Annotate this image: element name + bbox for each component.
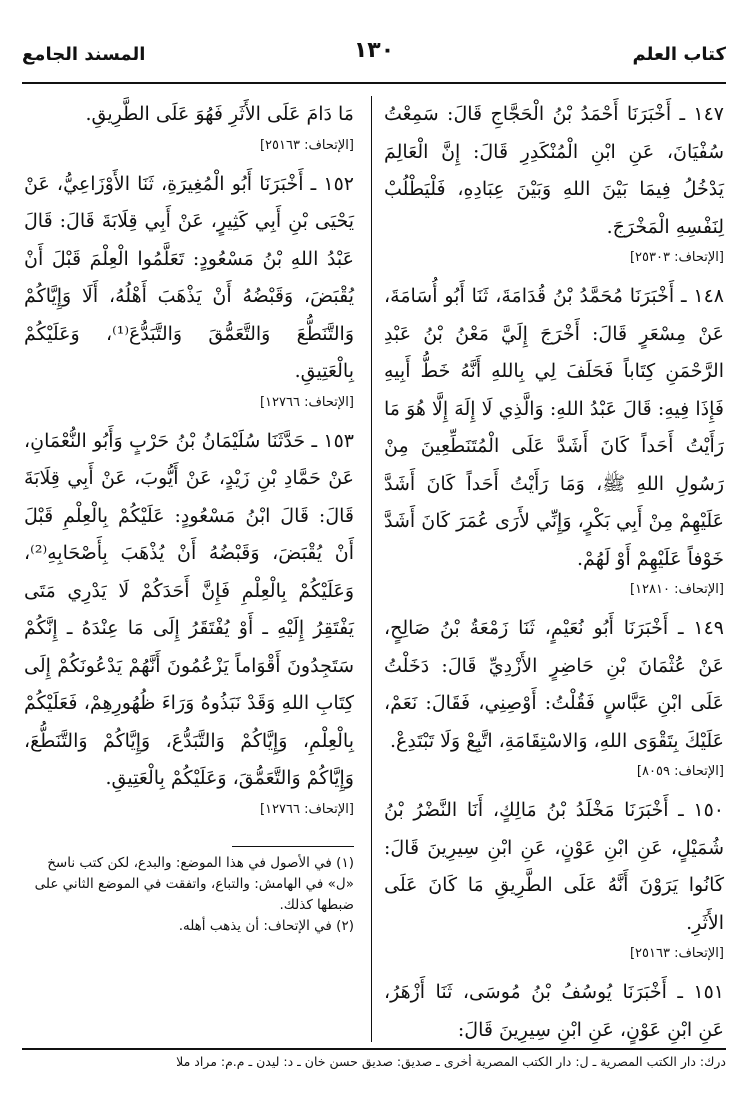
book-title: المسند الجامع [22,44,146,65]
manuscript-key: درك: دار الكتب المصرية ـ ل: دار الكتب المصرية أخرى ـ صديق: صديق حسن خان ـ د: ليدن ـ م.م: مراد ملا [176,1054,726,1069]
hadith-151-continued: مَا دَامَ عَلَى الأَثَرِ فَهُوَ عَلَى الطَّرِيقِ. [85,103,354,125]
footnote-rule [232,846,354,847]
hadith-148: ١٤٨ ـ أَخْبَرَنَا مُحَمَّدُ بْنُ قُدَامَةَ، ثَنَا أَبُو أُسَامَةَ، عَنْ مِسْعَرٍ قَالَ: أَخْرَجَ إِلَيَّ مَعْنُ بْنُ عَبْدِ الرَّحْمَنِ كِتَاباً فَحَلَفَ لِي بِاللهِ أَنَّهُ خَطُّ أَبِيهِ فَإِذَا فِيهِ: قَالَ عَبْدُ اللهِ: وَالَّذِي لَا إِلَهَ إِلَّا هُوَ مَا رَأَيْتُ أَحَداً كَانَ أَشَدَّ عَلَى الْمُتَنَطِّعِينَ مِنْ رَسُولِ اللهِ ﷺ، وَمَا رَأَيْتُ أَحَداً كَانَ أَشَدَّ عَلَيْهِمْ مِنْ أَبِي بَكْرٍ، وَإِنِّي لأَرَى عُمَرَ كَانَ أَشَدَّ خَوْفاً عَلَيْهِمْ أَوْ لَهُمْ. [384,285,724,570]
footer-rule [22,1048,726,1050]
page-header [22,38,726,72]
source-ref: [الإتحاف: ٢٥١٦٣] [259,137,354,153]
source-ref: [الإتحاف: ١٢٧٦٦] [259,801,354,817]
left-column [24,96,354,937]
hadith-150: ١٥٠ ـ أَخْبَرَنَا مَخْلَدُ بْنُ مَالِكٍ، أَنَا النَّضْرُ بْنُ شُمَيْلٍ، عَنِ ابْنِ عَوْنٍ، عَنِ ابْنِ سِيرِينَ قَالَ: كَانُوا يَرَوْنَ أَنَّهُ عَلَى الطَّرِيقِ مَا كَانَ عَلَى الأَثَرِ. [384,799,724,934]
source-ref: [الإتحاف: ١٢٧٦٦] [259,394,354,410]
column-divider [371,96,372,1042]
right-column [384,96,724,1049]
header-rule [22,82,726,84]
page-number: ١٣٠ [353,38,395,63]
source-ref: [الإتحاف: ٢٥١٦٣] [629,946,724,961]
footnote-1: (١) في الأصول في هذا الموضع: والبدع، لكن كتب ناسخ «ل» في الهامش: والتباع، واتفقت في الموضع الثاني على ضبطها كذلك. [34,854,354,913]
hadith-152: ١٥٢ ـ أَخْبَرَنَا أَبُو الْمُغِيرَةِ، ثَنَا الأَوْزَاعِيُّ، عَنْ يَحْيَى بْنِ أَبِي كَثِيرٍ، عَنْ أَبِي قِلَابَةَ قَالَ: قَالَ عَبْدُ اللهِ بْنُ مَسْعُودٍ: تَعَلَّمُوا الْعِلْمَ قَبْلَ أَنْ يُقْبَضَ، وَقَبْضُهُ أَنْ يَذْهَبَ أَهْلُهُ، أَلَا وَإِيَّاكُمْ وَالتَّنَطُّعَ وَالتَّعَمُّقَ وَالتَّبَدُّعَ⁽¹⁾، وَعَلَيْكُمْ بِالْعَتِيقِ. [24,172,354,382]
source-ref: [الإتحاف: ٨٠٥٩] [636,764,724,779]
hadith-151: ١٥١ ـ أَخْبَرَنَا يُوسُفُ بْنُ مُوسَى، ثَنَا أَزْهَرُ، عَنِ ابْنِ عَوْنٍ، عَنِ ابْنِ سِيرِينَ قَالَ: [384,981,724,1041]
source-ref: [الإتحاف: ٢٥٣٠٣] [629,250,724,265]
section-title: كتاب العلم [632,44,726,65]
footnote-2: (٢) في الإتحاف: أن يذهب أهله. [178,917,354,934]
source-ref: [الإتحاف: ١٢٨١٠] [629,582,724,597]
hadith-149: ١٤٩ ـ أَخْبَرَنَا أَبُو نُعَيْمٍ، ثَنَا زَمْعَةُ بْنُ صَالِحٍ، عَنْ عُثْمَانَ بْنِ حَاضِرٍ الأَزْدِيِّ قَالَ: دَخَلْتُ عَلَى ابْنِ عَبَّاسٍ فَقُلْتُ: أَوْصِنِي، فَقَالَ: نَعَمْ، عَلَيْكَ بِتَقْوَى اللهِ، وَالاسْتِقَامَةِ، اتَّبِعْ وَلَا تَبْتَدِعْ. [384,617,724,752]
hadith-153: ١٥٣ ـ حَدَّثَنَا سُلَيْمَانُ بْنُ حَرْبٍ وَأَبُو النُّعْمَانِ، عَنْ حَمَّادِ بْنِ زَيْدٍ، عَنْ أَيُّوبَ، عَنْ أَبِي قِلَابَةَ قَالَ: قَالَ ابْنُ مَسْعُودٍ: عَلَيْكُمْ بِالْعِلْمِ قَبْلَ أَنْ يُقْبَضَ، وَقَبْضُهُ أَنْ يُذْهَبَ بِأَصْحَابِهِ⁽²⁾، وَعَلَيْكُمْ بِالْعِلْمِ فَإِنَّ أَحَدَكُمْ لَا يَدْرِي مَتَى يَفْتَقِرُ إِلَيْهِ ـ أَوْ يُفْتَقَرُ إِلَى مَا عِنْدَهُ ـ إِنَّكُمْ سَتَجِدُونَ أَقْوَاماً يَزْعُمُونَ أَنَّهُمْ يَدْعُونَكُمْ إِلَى كِتَابِ اللهِ وَقَدْ نَبَذُوهُ وَرَاءَ ظُهُورِهِمْ، فَعَلَيْكُمْ بِالْعِلْمِ، وَإِيَّاكُمْ وَالتَّبَدُّعَ، وَإِيَّاكُمْ وَالتَّنَطُّعَ، وَإِيَّاكُمْ وَالتَّعَمُّقَ، وَعَلَيْكُمْ بِالْعَتِيقِ. [24,429,354,789]
hadith-147: ١٤٧ ـ أَخْبَرَنَا أَحْمَدُ بْنُ الْحَجَّاجِ قَالَ: سَمِعْتُ سُفْيَانَ، عَنِ ابْنِ الْمُنْكَدِرِ قَالَ: إِنَّ الْعَالِمَ يَدْخُلُ فِيمَا بَيْنَ اللهِ وَبَيْنَ عِبَادِهِ، فَلْيَطْلُبْ لِنَفْسِهِ الْمَخْرَجَ. [384,103,724,238]
